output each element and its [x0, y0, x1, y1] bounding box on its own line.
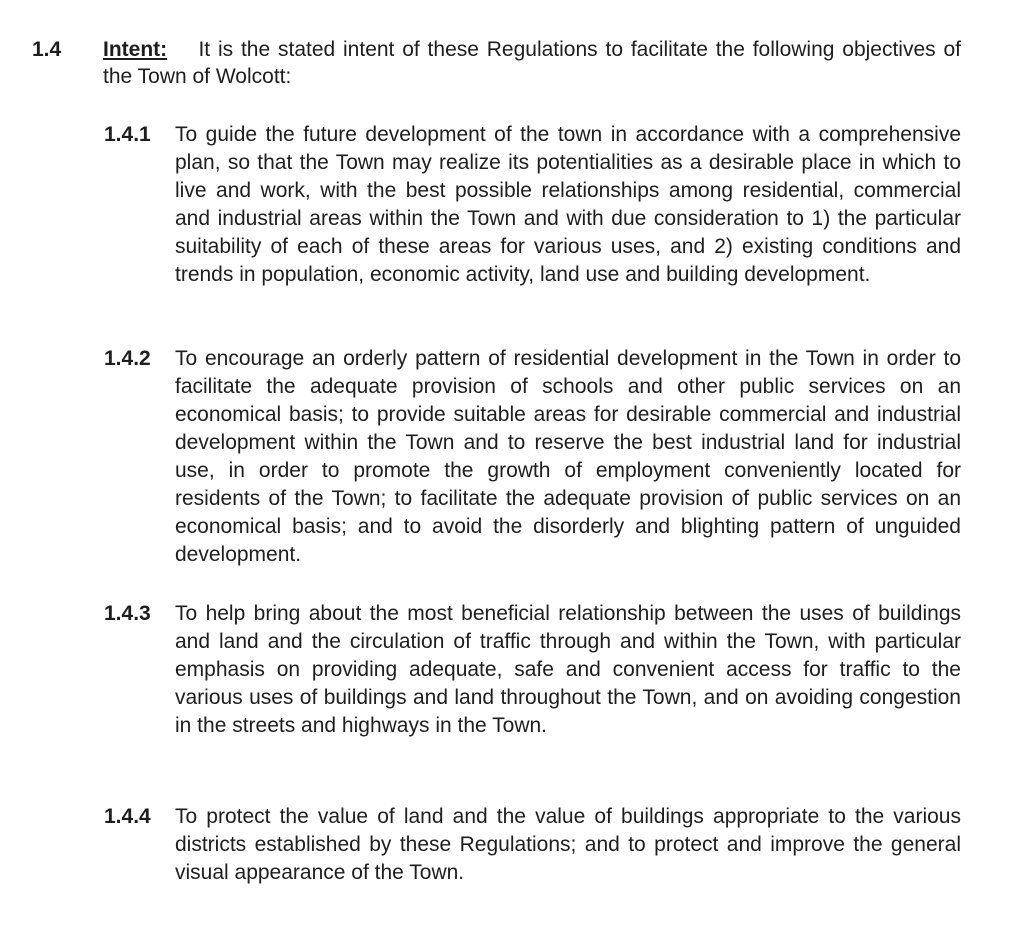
- section-intro-text: It is the stated intent of these Regulations to facilitate the following objectives of the Town of Wolcott:: [103, 38, 961, 88]
- subsection-number: 1.4.2: [104, 347, 151, 370]
- subsection-text: To encourage an orderly pattern of residential development in the Town in order to facilitate the adequate provision of schools and other public services on an economical basis; to provide suitable areas for desirable commercial and industrial development within the Town and to reserve the best industrial land for industrial use, in order to promote the growth of employment conveniently located for residents of the Town; to facilitate the adequate provision of public services on an economical basis; and to avoid the disorderly and blighting pattern of unguided development.: [175, 347, 961, 566]
- subsection-number: 1.4.1: [104, 123, 151, 146]
- subsection-text: To guide the future development of the town in accordance with a comprehensive plan, so that the Town may realize its potentialities as a desirable place in which to live and work, with the best possible relationships among residential, commercial and industrial areas within the Town and with due consideration to 1) the particular suitability of each of these areas for various uses, and 2) existing conditions and trends in population, economic activity, land use and building development.: [175, 123, 961, 286]
- section-label: Intent:: [103, 38, 168, 61]
- section-intro-paragraph: [103, 36, 961, 90]
- subsection-number: 1.4.4: [104, 805, 151, 828]
- subsection-text: To help bring about the most beneficial relationship between the uses of buildings and land and the circulation of traffic through and within the Town, with particular emphasis on providing adequate, safe and convenient access for traffic to the various uses of buildings and land throughout the Town, and on avoiding congestion in the streets and highways in the Town.: [175, 602, 961, 737]
- subsection-number: 1.4.3: [104, 602, 151, 625]
- subsection-text: To protect the value of land and the value of buildings appropriate to the various districts established by these Regulations; and to protect and improve the general visual appearance of the Town.: [175, 805, 961, 884]
- section-number: 1.4: [32, 38, 62, 61]
